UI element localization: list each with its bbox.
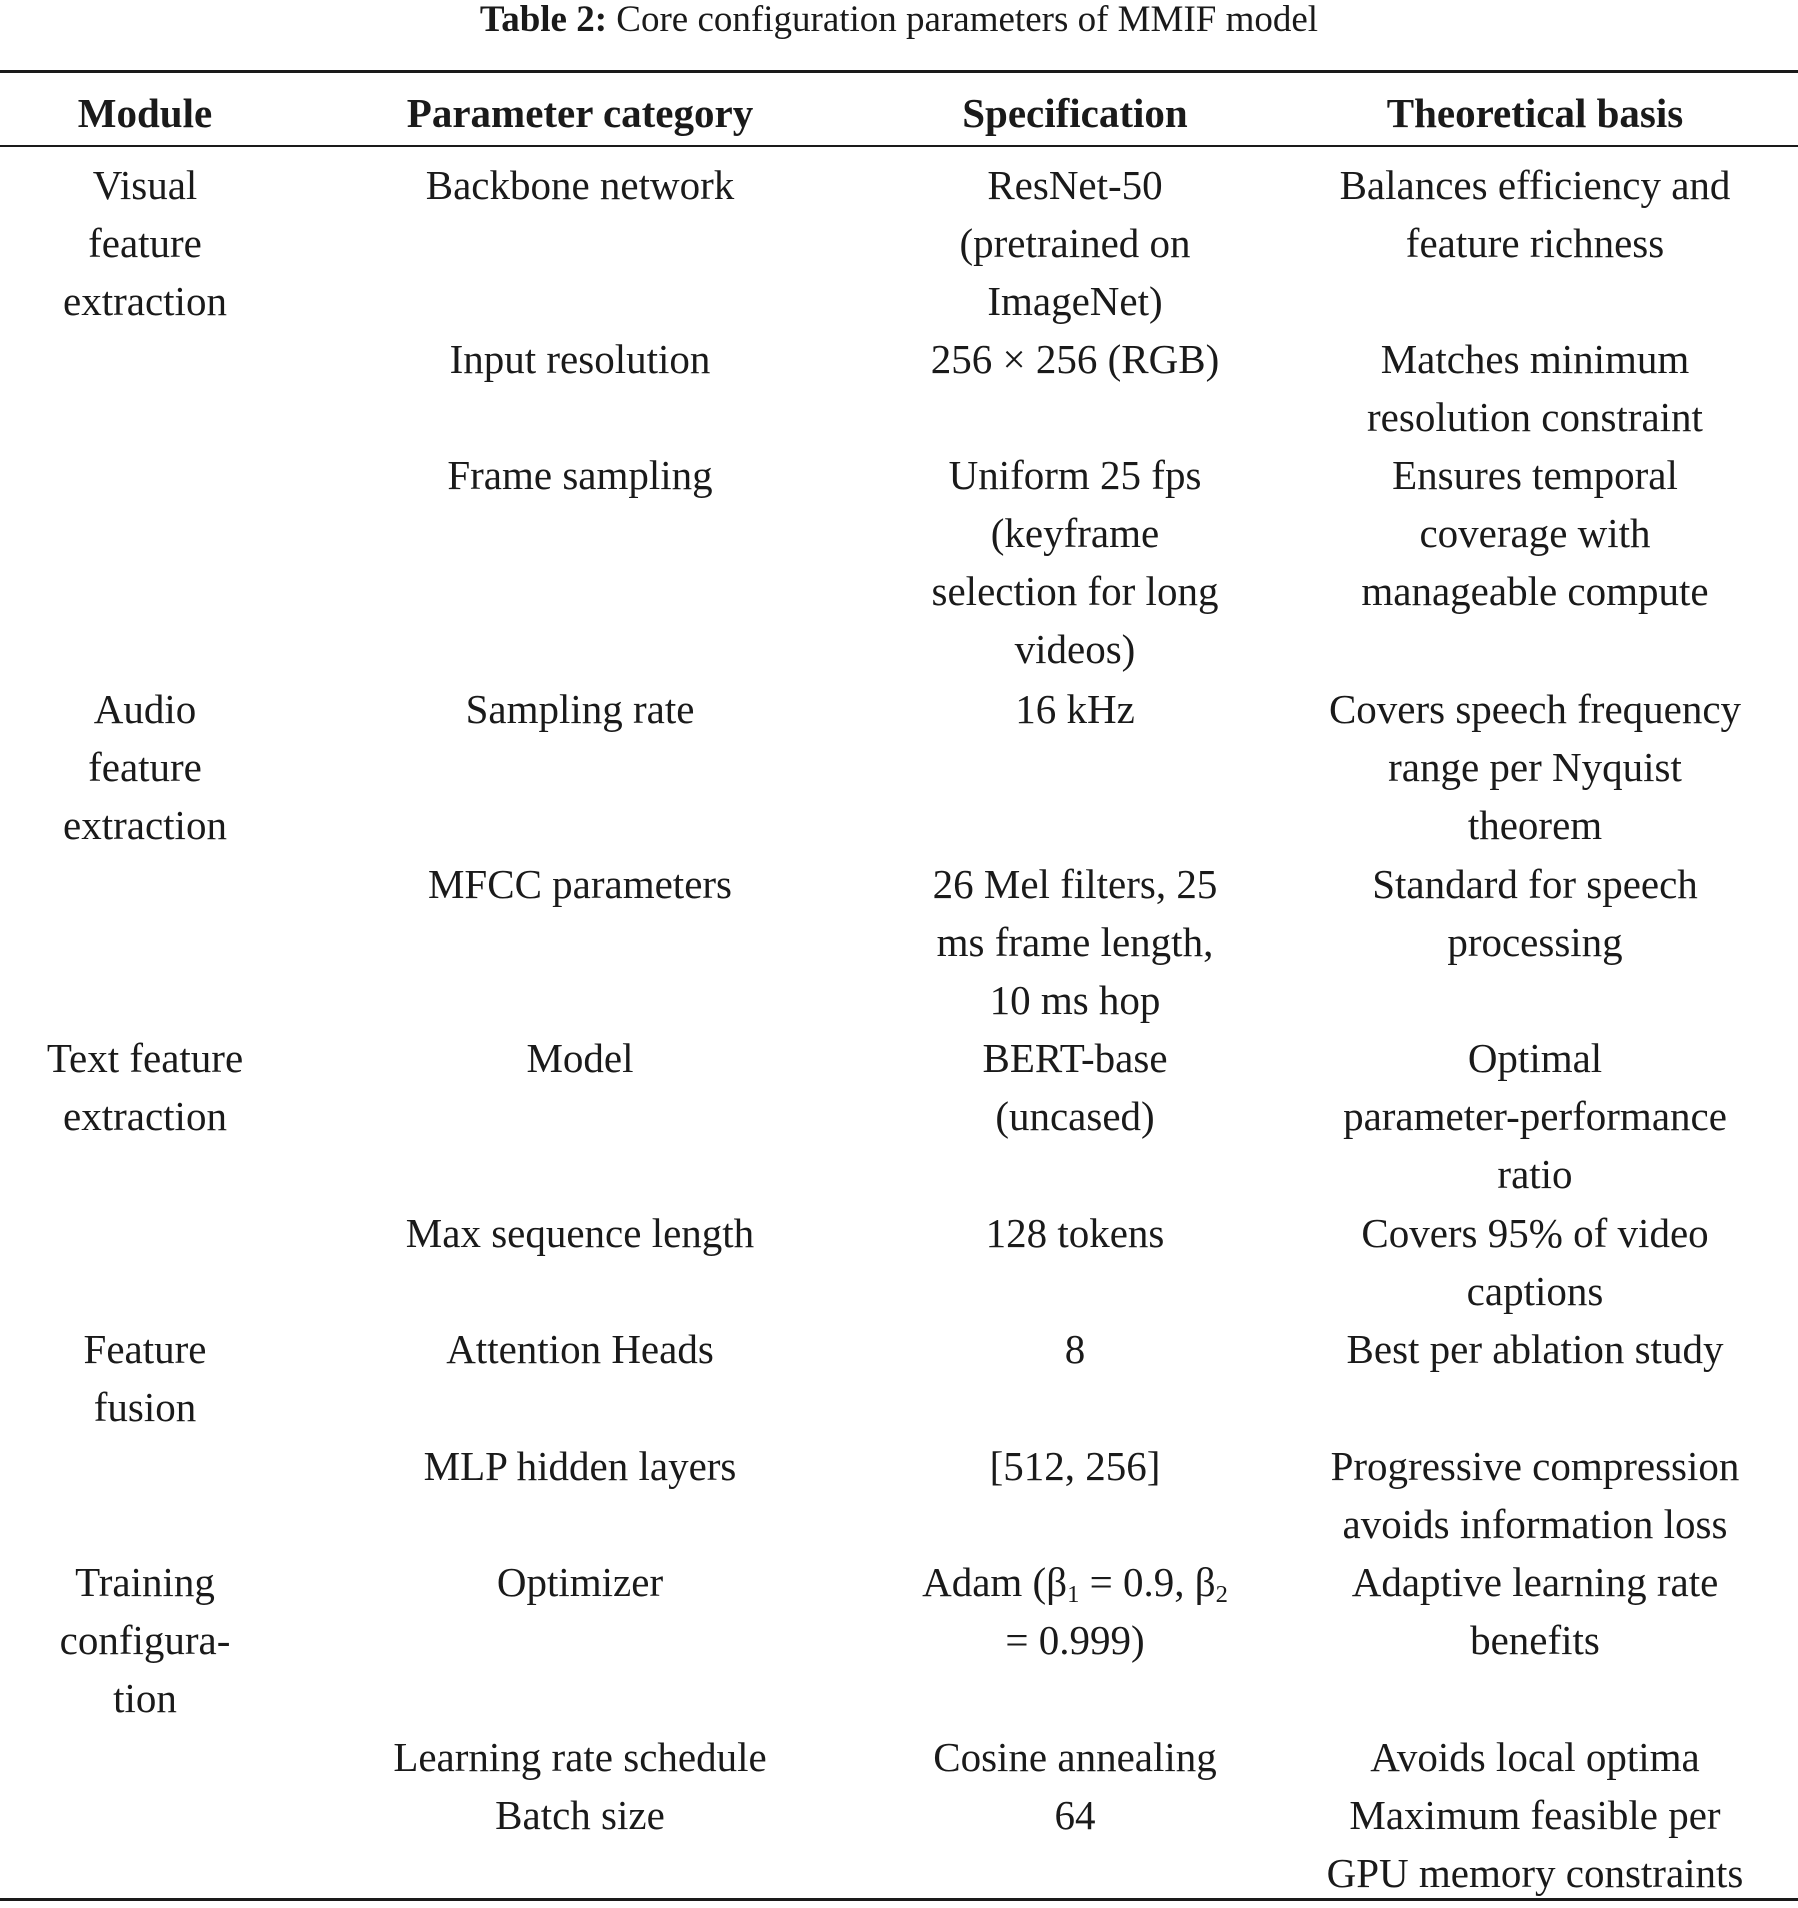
basis-line: theorem (1467, 802, 1603, 848)
spec-line: (uncased) (995, 1093, 1155, 1139)
module-fusion (20, 1320, 270, 1436)
basis-max-sequence-length (1295, 1204, 1775, 1320)
param-mlp-hidden-layers (350, 1437, 810, 1495)
basis-line: Ensures temporal (1392, 452, 1678, 498)
spec-line (855, 1553, 1295, 1611)
spec-max-sequence-length (855, 1204, 1295, 1262)
basis-line: manageable compute (1361, 568, 1709, 614)
basis-learning-rate-schedule (1295, 1728, 1775, 1786)
basis-line: avoids information loss (1342, 1501, 1728, 1547)
spec-line: Cosine annealing (933, 1734, 1217, 1780)
param-line: MLP hidden layers (423, 1443, 737, 1489)
caption-text: Core configuration parameters of MMIF model (616, 0, 1319, 40)
module-line: extraction (63, 1093, 227, 1139)
spec-line: 256 × 256 (RGB) (930, 336, 1220, 382)
param-batch-size (350, 1786, 810, 1844)
module-training (20, 1553, 270, 1727)
basis-line: GPU memory constraints (1326, 1850, 1744, 1896)
subscript: 2 (1215, 1581, 1228, 1609)
param-line: Sampling rate (465, 686, 695, 732)
spec-line: 16 kHz (1015, 686, 1135, 732)
basis-line: coverage with (1419, 510, 1651, 556)
basis-line: captions (1466, 1268, 1604, 1314)
module-line: Visual (92, 162, 198, 208)
param-input-resolution (350, 330, 810, 388)
param-optimizer (350, 1553, 810, 1611)
module-line: feature (88, 220, 202, 266)
spec-line: (pretrained on (959, 220, 1191, 266)
module-line: Audio (93, 686, 197, 732)
spec-backbone-network (855, 156, 1295, 330)
param-attention-heads (350, 1320, 810, 1378)
spec-line: ImageNet) (987, 278, 1163, 324)
param-max-sequence-length (350, 1204, 810, 1262)
spec-mlp-hidden-layers (855, 1437, 1295, 1495)
header-parameter-category: Parameter category (406, 90, 754, 136)
module-line: fusion (93, 1384, 197, 1430)
module-audio (20, 680, 270, 854)
spec-line: 64 (1054, 1792, 1096, 1838)
param-model (350, 1029, 810, 1087)
param-line: Backbone network (425, 162, 735, 208)
param-line: Attention Heads (446, 1326, 714, 1372)
spec-text: Adam (β (922, 1559, 1068, 1605)
module-line: extraction (63, 802, 227, 848)
basis-line: feature richness (1405, 220, 1665, 266)
param-mfcc-parameters (350, 855, 810, 913)
param-line: Batch size (495, 1792, 665, 1838)
spec-learning-rate-schedule (855, 1728, 1295, 1786)
basis-line: Best per ablation study (1346, 1326, 1724, 1372)
spec-mfcc-parameters (855, 855, 1295, 1029)
basis-line: Standard for speech (1372, 861, 1698, 907)
basis-batch-size (1295, 1786, 1775, 1902)
spec-line: [512, 256] (989, 1443, 1161, 1489)
module-line: Training (75, 1559, 215, 1605)
module-line: feature (88, 744, 202, 790)
param-backbone-network (350, 156, 810, 214)
param-line: Frame sampling (447, 452, 713, 498)
module-line: extraction (63, 278, 227, 324)
module-line: configura- (59, 1617, 231, 1663)
basis-model (1295, 1029, 1775, 1203)
param-line: Max sequence length (405, 1210, 755, 1256)
spec-line: Uniform 25 fps (948, 452, 1202, 498)
basis-backbone-network (1295, 156, 1775, 272)
basis-sampling-rate (1295, 680, 1775, 854)
spec-line: videos) (1014, 626, 1136, 672)
basis-line: parameter-performance (1343, 1093, 1727, 1139)
module-visual (20, 156, 270, 330)
basis-frame-sampling (1295, 446, 1775, 620)
caption-label: Table 2: (479, 0, 608, 40)
basis-line: benefits (1470, 1617, 1600, 1663)
spec-input-resolution (855, 330, 1295, 388)
spec-sampling-rate (855, 680, 1295, 738)
table-caption (0, 0, 1798, 40)
basis-mlp-hidden-layers (1295, 1437, 1775, 1553)
header-specification: Specification (962, 90, 1188, 136)
spec-frame-sampling (855, 446, 1295, 678)
param-line: Model (526, 1035, 634, 1081)
basis-line: Matches minimum (1380, 336, 1690, 382)
param-sampling-rate (350, 680, 810, 738)
basis-input-resolution (1295, 330, 1775, 446)
basis-line: Progressive compression (1330, 1443, 1740, 1489)
spec-line: 26 Mel filters, 25 (932, 861, 1218, 907)
header-rule (0, 145, 1798, 147)
spec-line: (keyframe (990, 510, 1160, 556)
basis-line: Covers 95% of video (1361, 1210, 1709, 1256)
param-line: Learning rate schedule (393, 1734, 767, 1780)
param-learning-rate-schedule (350, 1728, 810, 1786)
spec-batch-size (855, 1786, 1295, 1844)
spec-optimizer (855, 1553, 1295, 1669)
top-rule (0, 70, 1798, 73)
spec-line: = 0.999) (1005, 1617, 1145, 1663)
basis-line: Maximum feasible per (1349, 1792, 1721, 1838)
spec-line: BERT-base (982, 1035, 1168, 1081)
basis-line: Covers speech frequency (1328, 686, 1742, 732)
module-line: tion (113, 1675, 177, 1721)
basis-line: range per Nyquist (1388, 744, 1682, 790)
basis-mfcc-parameters (1295, 855, 1775, 971)
param-frame-sampling (350, 446, 810, 504)
header-module: Module (77, 90, 213, 136)
spec-model (855, 1029, 1295, 1145)
spec-line: 10 ms hop (989, 977, 1161, 1023)
basis-attention-heads (1295, 1320, 1775, 1378)
module-line: Feature (83, 1326, 207, 1372)
basis-line: Balances efficiency and (1339, 162, 1731, 208)
module-line: Text feature (46, 1035, 244, 1081)
basis-line: resolution constraint (1367, 394, 1703, 440)
spec-attention-heads (855, 1320, 1295, 1378)
basis-line: Avoids local optima (1370, 1734, 1700, 1780)
spec-line: ms frame length, (936, 919, 1214, 965)
basis-line: Optimal (1467, 1035, 1603, 1081)
param-line: Optimizer (496, 1559, 664, 1605)
spec-text: = 0.9, β (1079, 1559, 1216, 1605)
basis-line: ratio (1497, 1151, 1573, 1197)
spec-line: 8 (1064, 1326, 1086, 1372)
subscript: 1 (1067, 1581, 1080, 1609)
basis-optimizer (1295, 1553, 1775, 1669)
header-theoretical-basis: Theoretical basis (1386, 90, 1684, 136)
param-line: Input resolution (449, 336, 711, 382)
spec-line: ResNet-50 (987, 162, 1163, 208)
basis-line: Adaptive learning rate (1351, 1559, 1719, 1605)
spec-line: selection for long (931, 568, 1219, 614)
basis-line: processing (1447, 919, 1623, 965)
spec-line: 128 tokens (985, 1210, 1165, 1256)
param-line: MFCC parameters (427, 861, 733, 907)
module-text (20, 1029, 270, 1145)
bottom-rule (0, 1898, 1798, 1901)
